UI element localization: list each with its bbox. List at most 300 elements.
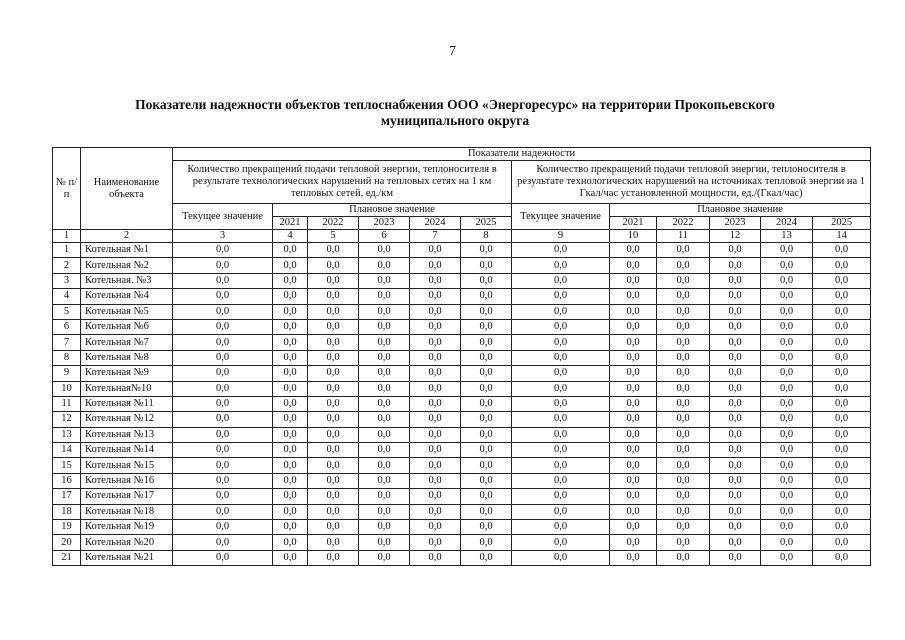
value-cell: 0,0 [410, 273, 461, 288]
value-cell: 0,0 [359, 489, 410, 504]
header-current-sources: Текущее значение [512, 204, 610, 230]
value-cell: 0,0 [761, 443, 813, 458]
table-row [53, 319, 871, 334]
value-cell: 0,0 [710, 520, 761, 535]
table-row [53, 458, 871, 473]
value-cell: 0,0 [273, 243, 308, 258]
value-cell: 0,0 [657, 319, 710, 334]
value-cell: 0,0 [410, 489, 461, 504]
value-cell: 0,0 [308, 550, 359, 565]
row-number: 5 [53, 304, 81, 319]
value-cell: 0,0 [359, 396, 410, 411]
column-number: 14 [813, 230, 871, 243]
column-number: 11 [657, 230, 710, 243]
value-cell: 0,0 [657, 412, 710, 427]
value-cell: 0,0 [359, 427, 410, 442]
value-cell: 0,0 [610, 319, 657, 334]
row-number: 9 [53, 366, 81, 381]
value-cell: 0,0 [308, 504, 359, 519]
value-cell: 0,0 [512, 427, 610, 442]
table-row [53, 489, 871, 504]
value-cell: 0,0 [173, 427, 273, 442]
value-cell: 0,0 [308, 243, 359, 258]
header-group-networks: Количество прекращений подачи тепловой энергии, теплоносителя в результате технологических нарушений на тепловых сетях на 1 км тепловых сетей, ед./км [173, 161, 512, 204]
value-cell: 0,0 [657, 350, 710, 365]
value-cell: 0,0 [512, 381, 610, 396]
value-cell: 0,0 [610, 458, 657, 473]
header-group-sources: Количество прекращений подачи тепловой энергии, теплоносителя в результате технологических нарушений на источниках тепловой энергии на 1 Гкал/час установленной мощности, ед./(Гкал/час) [512, 161, 871, 204]
value-cell: 0,0 [359, 458, 410, 473]
value-cell: 0,0 [461, 458, 512, 473]
value-cell: 0,0 [273, 458, 308, 473]
header-year: 2023 [359, 217, 410, 230]
value-cell: 0,0 [657, 243, 710, 258]
value-cell: 0,0 [273, 319, 308, 334]
value-cell: 0,0 [512, 350, 610, 365]
value-cell: 0,0 [512, 443, 610, 458]
table-row [53, 243, 871, 258]
value-cell: 0,0 [410, 243, 461, 258]
value-cell: 0,0 [610, 520, 657, 535]
value-cell: 0,0 [173, 243, 273, 258]
row-number: 19 [53, 520, 81, 535]
page-number: 7 [449, 44, 456, 59]
value-cell: 0,0 [461, 335, 512, 350]
value-cell: 0,0 [512, 335, 610, 350]
value-cell: 0,0 [610, 550, 657, 565]
value-cell: 0,0 [308, 535, 359, 550]
value-cell: 0,0 [359, 273, 410, 288]
value-cell: 0,0 [461, 412, 512, 427]
value-cell: 0,0 [710, 273, 761, 288]
value-cell: 0,0 [410, 520, 461, 535]
row-number: 17 [53, 489, 81, 504]
value-cell: 0,0 [359, 319, 410, 334]
value-cell: 0,0 [512, 366, 610, 381]
value-cell: 0,0 [761, 304, 813, 319]
value-cell: 0,0 [359, 535, 410, 550]
value-cell: 0,0 [657, 443, 710, 458]
value-cell: 0,0 [512, 473, 610, 488]
value-cell: 0,0 [512, 304, 610, 319]
value-cell: 0,0 [308, 427, 359, 442]
value-cell: 0,0 [359, 335, 410, 350]
value-cell: 0,0 [173, 520, 273, 535]
value-cell: 0,0 [359, 304, 410, 319]
value-cell: 0,0 [410, 258, 461, 273]
value-cell: 0,0 [813, 550, 871, 565]
value-cell: 0,0 [761, 550, 813, 565]
table-row [53, 381, 871, 396]
value-cell: 0,0 [461, 443, 512, 458]
value-cell: 0,0 [512, 489, 610, 504]
table-row [53, 350, 871, 365]
column-number: 1 [53, 230, 81, 243]
row-number: 2 [53, 258, 81, 273]
value-cell: 0,0 [813, 319, 871, 334]
value-cell: 0,0 [410, 289, 461, 304]
value-cell: 0,0 [461, 366, 512, 381]
value-cell: 0,0 [761, 520, 813, 535]
value-cell: 0,0 [710, 335, 761, 350]
value-cell: 0,0 [173, 535, 273, 550]
row-number: 14 [53, 443, 81, 458]
value-cell: 0,0 [410, 443, 461, 458]
object-name: Котельная №9 [81, 366, 173, 381]
value-cell: 0,0 [410, 550, 461, 565]
value-cell: 0,0 [813, 273, 871, 288]
value-cell: 0,0 [813, 289, 871, 304]
value-cell: 0,0 [610, 350, 657, 365]
value-cell: 0,0 [173, 289, 273, 304]
value-cell: 0,0 [512, 243, 610, 258]
value-cell: 0,0 [813, 366, 871, 381]
table-row [53, 273, 871, 288]
value-cell: 0,0 [657, 504, 710, 519]
value-cell: 0,0 [273, 412, 308, 427]
value-cell: 0,0 [461, 520, 512, 535]
value-cell: 0,0 [273, 335, 308, 350]
object-name: Котельная№10 [81, 381, 173, 396]
value-cell: 0,0 [410, 396, 461, 411]
value-cell: 0,0 [610, 412, 657, 427]
column-number: 6 [359, 230, 410, 243]
value-cell: 0,0 [813, 258, 871, 273]
value-cell: 0,0 [308, 319, 359, 334]
value-cell: 0,0 [710, 366, 761, 381]
value-cell: 0,0 [461, 243, 512, 258]
value-cell: 0,0 [410, 319, 461, 334]
table-row [53, 473, 871, 488]
header-year: 2021 [610, 217, 657, 230]
value-cell: 0,0 [359, 504, 410, 519]
row-number: 8 [53, 350, 81, 365]
value-cell: 0,0 [710, 535, 761, 550]
value-cell: 0,0 [512, 504, 610, 519]
header-name: Наименование объекта [81, 148, 173, 230]
value-cell: 0,0 [610, 304, 657, 319]
row-number: 15 [53, 458, 81, 473]
header-year: 2024 [410, 217, 461, 230]
header-year: 2023 [710, 217, 761, 230]
column-number: 8 [461, 230, 512, 243]
value-cell: 0,0 [761, 335, 813, 350]
value-cell: 0,0 [610, 289, 657, 304]
value-cell: 0,0 [308, 350, 359, 365]
object-name: Котельная №12 [81, 412, 173, 427]
table-row [53, 289, 871, 304]
value-cell: 0,0 [657, 258, 710, 273]
value-cell: 0,0 [813, 427, 871, 442]
value-cell: 0,0 [173, 504, 273, 519]
value-cell: 0,0 [610, 473, 657, 488]
value-cell: 0,0 [761, 366, 813, 381]
value-cell: 0,0 [512, 412, 610, 427]
value-cell: 0,0 [761, 381, 813, 396]
value-cell: 0,0 [512, 458, 610, 473]
value-cell: 0,0 [710, 412, 761, 427]
value-cell: 0,0 [813, 473, 871, 488]
row-number: 13 [53, 427, 81, 442]
value-cell: 0,0 [813, 381, 871, 396]
value-cell: 0,0 [273, 304, 308, 319]
value-cell: 0,0 [273, 258, 308, 273]
header-year: 2022 [308, 217, 359, 230]
value-cell: 0,0 [813, 243, 871, 258]
value-cell: 0,0 [410, 366, 461, 381]
value-cell: 0,0 [813, 412, 871, 427]
reliability-table [52, 147, 871, 566]
value-cell: 0,0 [610, 427, 657, 442]
value-cell: 0,0 [273, 550, 308, 565]
value-cell: 0,0 [308, 520, 359, 535]
column-number: 3 [173, 230, 273, 243]
value-cell: 0,0 [512, 396, 610, 411]
value-cell: 0,0 [410, 504, 461, 519]
value-cell: 0,0 [273, 396, 308, 411]
value-cell: 0,0 [359, 350, 410, 365]
value-cell: 0,0 [512, 535, 610, 550]
value-cell: 0,0 [610, 535, 657, 550]
value-cell: 0,0 [813, 489, 871, 504]
value-cell: 0,0 [273, 350, 308, 365]
header-planned-sources: Плановое значение [610, 204, 871, 217]
value-cell: 0,0 [359, 443, 410, 458]
object-name: Котельная №2 [81, 258, 173, 273]
value-cell: 0,0 [173, 319, 273, 334]
value-cell: 0,0 [657, 535, 710, 550]
value-cell: 0,0 [410, 473, 461, 488]
value-cell: 0,0 [657, 273, 710, 288]
table-row [53, 520, 871, 535]
value-cell: 0,0 [308, 381, 359, 396]
value-cell: 0,0 [173, 396, 273, 411]
value-cell: 0,0 [761, 427, 813, 442]
value-cell: 0,0 [657, 396, 710, 411]
value-cell: 0,0 [308, 304, 359, 319]
value-cell: 0,0 [610, 335, 657, 350]
row-number: 4 [53, 289, 81, 304]
value-cell: 0,0 [657, 381, 710, 396]
value-cell: 0,0 [761, 412, 813, 427]
row-number: 11 [53, 396, 81, 411]
value-cell: 0,0 [308, 489, 359, 504]
value-cell: 0,0 [173, 489, 273, 504]
value-cell: 0,0 [273, 489, 308, 504]
value-cell: 0,0 [173, 258, 273, 273]
value-cell: 0,0 [461, 273, 512, 288]
value-cell: 0,0 [308, 412, 359, 427]
value-cell: 0,0 [461, 396, 512, 411]
value-cell: 0,0 [710, 458, 761, 473]
value-cell: 0,0 [610, 273, 657, 288]
value-cell: 0,0 [173, 550, 273, 565]
value-cell: 0,0 [359, 366, 410, 381]
value-cell: 0,0 [308, 273, 359, 288]
value-cell: 0,0 [359, 550, 410, 565]
value-cell: 0,0 [761, 350, 813, 365]
object-name: Котельная №6 [81, 319, 173, 334]
table-row [53, 396, 871, 411]
value-cell: 0,0 [610, 396, 657, 411]
object-name: Котельная №21 [81, 550, 173, 565]
value-cell: 0,0 [813, 304, 871, 319]
value-cell: 0,0 [813, 504, 871, 519]
value-cell: 0,0 [512, 273, 610, 288]
header-year: 2025 [813, 217, 871, 230]
value-cell: 0,0 [512, 289, 610, 304]
object-name: Котельная №14 [81, 443, 173, 458]
header-current-networks: Текущее значение [173, 204, 273, 230]
value-cell: 0,0 [359, 258, 410, 273]
column-number: 7 [410, 230, 461, 243]
value-cell: 0,0 [308, 335, 359, 350]
object-name: Котельная №17 [81, 489, 173, 504]
value-cell: 0,0 [273, 443, 308, 458]
value-cell: 0,0 [273, 520, 308, 535]
header-planned-networks: Плановое значение [273, 204, 512, 217]
value-cell: 0,0 [461, 350, 512, 365]
value-cell: 0,0 [173, 335, 273, 350]
value-cell: 0,0 [512, 550, 610, 565]
value-cell: 0,0 [461, 550, 512, 565]
value-cell: 0,0 [359, 243, 410, 258]
object-name: Котельная №11 [81, 396, 173, 411]
value-cell: 0,0 [610, 443, 657, 458]
value-cell: 0,0 [657, 550, 710, 565]
value-cell: 0,0 [710, 427, 761, 442]
value-cell: 0,0 [710, 289, 761, 304]
value-cell: 0,0 [710, 473, 761, 488]
value-cell: 0,0 [359, 520, 410, 535]
value-cell: 0,0 [173, 273, 273, 288]
value-cell: 0,0 [273, 289, 308, 304]
header-year: 2021 [273, 217, 308, 230]
row-number: 12 [53, 412, 81, 427]
value-cell: 0,0 [410, 458, 461, 473]
column-number: 12 [710, 230, 761, 243]
document-title: Показатели надежности объектов теплоснабжения ООО «Энергоресурс» на территории Прокопьевского муниципального округа [135, 97, 775, 128]
value-cell: 0,0 [710, 319, 761, 334]
value-cell: 0,0 [512, 319, 610, 334]
value-cell: 0,0 [813, 520, 871, 535]
value-cell: 0,0 [173, 381, 273, 396]
table-row [53, 304, 871, 319]
value-cell: 0,0 [461, 504, 512, 519]
value-cell: 0,0 [813, 535, 871, 550]
table-row [53, 258, 871, 273]
value-cell: 0,0 [610, 366, 657, 381]
value-cell: 0,0 [273, 366, 308, 381]
object-name: Котельная №7 [81, 335, 173, 350]
value-cell: 0,0 [813, 350, 871, 365]
object-name: Котельная №5 [81, 304, 173, 319]
value-cell: 0,0 [610, 258, 657, 273]
value-cell: 0,0 [761, 396, 813, 411]
table-row [53, 412, 871, 427]
column-number: 13 [761, 230, 813, 243]
value-cell: 0,0 [710, 489, 761, 504]
value-cell: 0,0 [761, 535, 813, 550]
value-cell: 0,0 [461, 304, 512, 319]
value-cell: 0,0 [657, 304, 710, 319]
column-number: 2 [81, 230, 173, 243]
object-name: Котельная №1 [81, 243, 173, 258]
value-cell: 0,0 [657, 489, 710, 504]
value-cell: 0,0 [610, 243, 657, 258]
value-cell: 0,0 [273, 535, 308, 550]
row-number: 10 [53, 381, 81, 396]
object-name: Котельная. №3 [81, 273, 173, 288]
object-name: Котельная №8 [81, 350, 173, 365]
row-number: 16 [53, 473, 81, 488]
table-row [53, 535, 871, 550]
header-num: № п/п [53, 148, 81, 230]
value-cell: 0,0 [761, 243, 813, 258]
object-name: Котельная №4 [81, 289, 173, 304]
value-cell: 0,0 [761, 489, 813, 504]
value-cell: 0,0 [410, 427, 461, 442]
value-cell: 0,0 [710, 504, 761, 519]
value-cell: 0,0 [710, 443, 761, 458]
row-number: 7 [53, 335, 81, 350]
value-cell: 0,0 [813, 335, 871, 350]
value-cell: 0,0 [657, 473, 710, 488]
object-name: Котельная №16 [81, 473, 173, 488]
value-cell: 0,0 [461, 258, 512, 273]
value-cell: 0,0 [461, 319, 512, 334]
value-cell: 0,0 [657, 427, 710, 442]
row-number: 3 [53, 273, 81, 288]
value-cell: 0,0 [657, 366, 710, 381]
value-cell: 0,0 [710, 396, 761, 411]
table-row [53, 443, 871, 458]
row-number: 1 [53, 243, 81, 258]
value-cell: 0,0 [308, 458, 359, 473]
value-cell: 0,0 [761, 458, 813, 473]
value-cell: 0,0 [813, 458, 871, 473]
value-cell: 0,0 [410, 335, 461, 350]
value-cell: 0,0 [657, 335, 710, 350]
value-cell: 0,0 [512, 520, 610, 535]
column-number: 10 [610, 230, 657, 243]
value-cell: 0,0 [610, 381, 657, 396]
value-cell: 0,0 [761, 319, 813, 334]
table-row [53, 366, 871, 381]
row-number: 21 [53, 550, 81, 565]
value-cell: 0,0 [308, 258, 359, 273]
value-cell: 0,0 [813, 396, 871, 411]
value-cell: 0,0 [410, 535, 461, 550]
value-cell: 0,0 [308, 473, 359, 488]
value-cell: 0,0 [173, 443, 273, 458]
value-cell: 0,0 [173, 350, 273, 365]
object-name: Котельная №20 [81, 535, 173, 550]
value-cell: 0,0 [710, 304, 761, 319]
column-number: 9 [512, 230, 610, 243]
value-cell: 0,0 [461, 535, 512, 550]
value-cell: 0,0 [308, 396, 359, 411]
value-cell: 0,0 [461, 473, 512, 488]
value-cell: 0,0 [761, 289, 813, 304]
header-year: 2022 [657, 217, 710, 230]
object-name: Котельная №13 [81, 427, 173, 442]
object-name: Котельная №15 [81, 458, 173, 473]
value-cell: 0,0 [761, 473, 813, 488]
object-name: Котельная №18 [81, 504, 173, 519]
value-cell: 0,0 [273, 427, 308, 442]
value-cell: 0,0 [359, 473, 410, 488]
